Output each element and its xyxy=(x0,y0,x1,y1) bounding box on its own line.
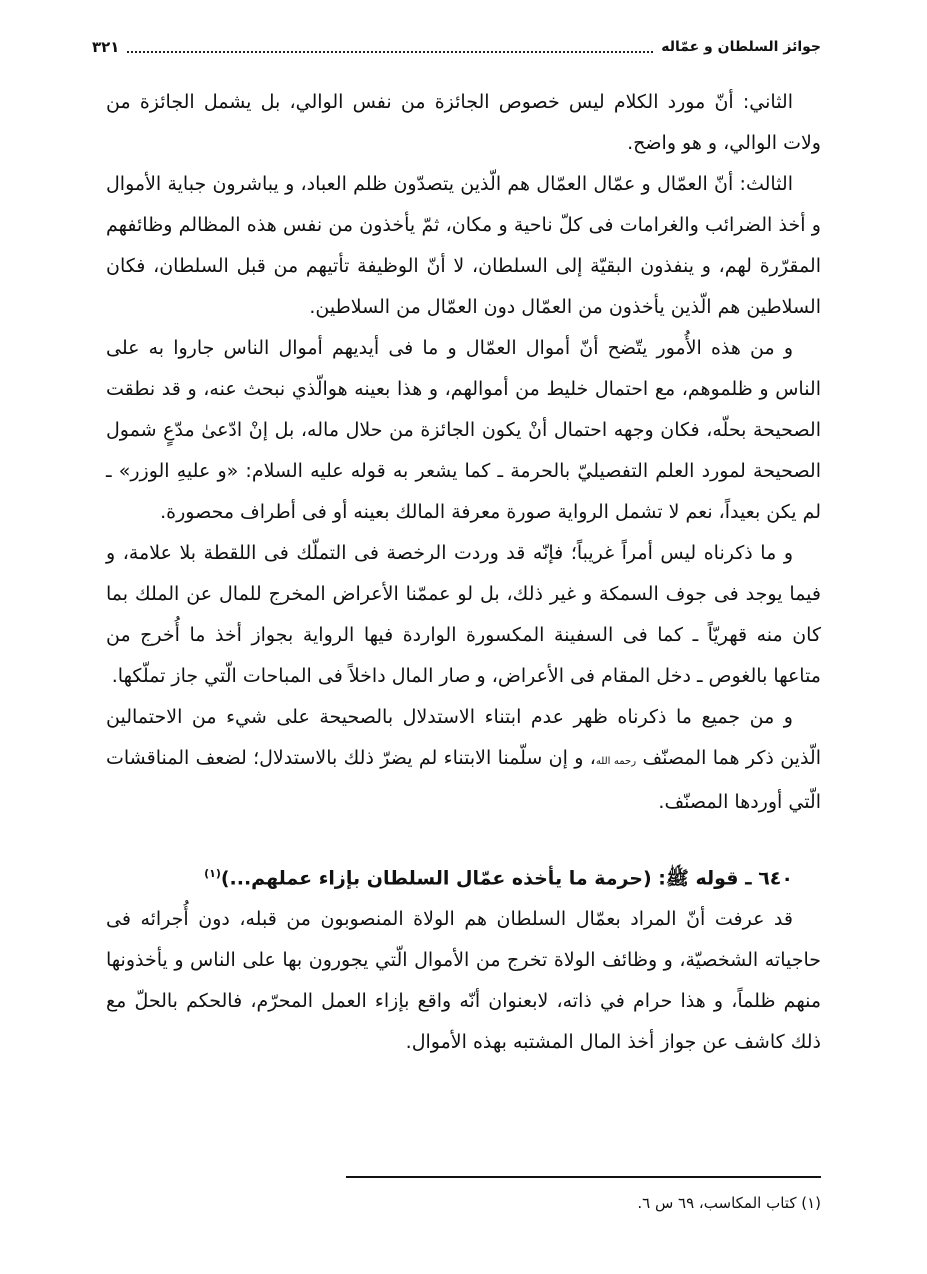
dotted-leader xyxy=(127,42,653,53)
paragraph-conclusion-matters: و من هذه الأُمور يتّضح أنّ أموال العمّال و ما فى أيديهم أموال الناس جاروا به على الناس و ظلموهم، مع احتمال خليط من أموالهم، و هذا بعينه هوالّذي نبحث عنه، و قد نطقت الصحيحة بحلّه، فكان وجهه احتمال أنْ يكون الجائزة من حلال ماله، بل إنْ ادّعىٰ مدّعٍ شمول الصحيحة لمورد العلم التفصيليّ بالحرمة ـ كما يشعر به قوله عليه السلام: «و عليهِ الوزر» ـ لم يكن بعيداً، نعم لا تشمل الرواية صورة معرفة المالك بعينه أو فى أطراف محصورة. xyxy=(106,337,821,523)
conclusion-part-2: ، و إن سلّمنا الابتناء لم يضرّ ذلك بالاستدلال؛ لضعف المناقشات الّتي أوردها المصنّف. xyxy=(106,747,821,813)
footnote-divider xyxy=(346,1176,821,1178)
running-title: جوائز السلطان و عمّاله xyxy=(661,39,821,55)
section-spacer xyxy=(106,823,821,853)
running-header xyxy=(92,36,821,58)
conclusion-part-1: و من جميع ما ذكرناه ظهر عدم ابتناء الاستدلال بالصحيحة على شيء من الاحتمالين الّذين ذكر هما المصنّف xyxy=(106,706,821,769)
paragraph-not-strange: و ما ذكرناه ليس أمراً غريباً؛ فإنّه قد وردت الرخصة فى التملّك فى اللقطة بلا علامة، و فيما يوجد فى جوف السمكة و غير ذلك، بل لو عممّنا الأعراض المخرج للمال عن الملك بما كان منه قهريّاً ـ كما فى السفينة المكسورة الواردة فيها الرواية بجواز أخذ ما أُخرج من متاعها بالغوص ـ دخل المقام فى الأعراض، و صار المال داخلاً فى المباحات الّتي جاز تملّكها. xyxy=(106,542,821,687)
page-number: ٣٢١ xyxy=(92,38,120,56)
body-text xyxy=(106,82,821,1063)
footnote: (١) كتاب المكاسب، ٦٩ س ٦. xyxy=(637,1194,821,1212)
section-heading-text: ٦٤٠ ـ قوله ﷺ: (حرمة ما يأخذه عمّال السلطان بإزاء عملهم...) xyxy=(220,867,793,890)
footnote-reference[interactable]: (١) xyxy=(204,867,221,880)
honorific: رحمه الله xyxy=(595,756,637,767)
paragraph-overall-conclusion xyxy=(106,697,821,823)
paragraph-second-point: الثاني: أنّ مورد الكلام ليس خصوص الجائزة من نفس الوالي، بل يشمل الجائزة من ولات الوالي، و هو واضح. xyxy=(106,91,821,154)
paragraph-third-point: الثالث: أنّ العمّال و عمّال العمّال هم الّذين يتصدّون ظلم العباد، و يباشرون جباية الأموال و أخذ الضرائب والغرامات فى كلّ ناحية و مكان، ثمّ يأخذون من نفس هذه المظالم وظائفهم المقرّرة لهم، و ينفذون البقيّة إلى السلطان، لا أنّ الوظيفة تأتيهم من قبل السلطان، فكان السلاطين هم الّذين يأخذون من العمّال دون العمّال من السلاطين. xyxy=(106,173,821,318)
section-heading xyxy=(106,853,821,899)
section-paragraph: قد عرفت أنّ المراد بعمّال السلطان هم الولاة المنصوبون من قبله، دون أُجرائه فى حاجياته الشخصيّة، و وظائف الولاة تخرج من الأموال الّتي يجورون بها على الناس و يأخذونها منهم ظلماً، و هذا حرام في ذاته، لابعنوان أنّه واقع بإزاء العمل المحرّم، فالحكم بالحلّ مع ذلك كاشف عن جواز أخذ المال المشتبه بهذه الأموال. xyxy=(106,908,821,1054)
